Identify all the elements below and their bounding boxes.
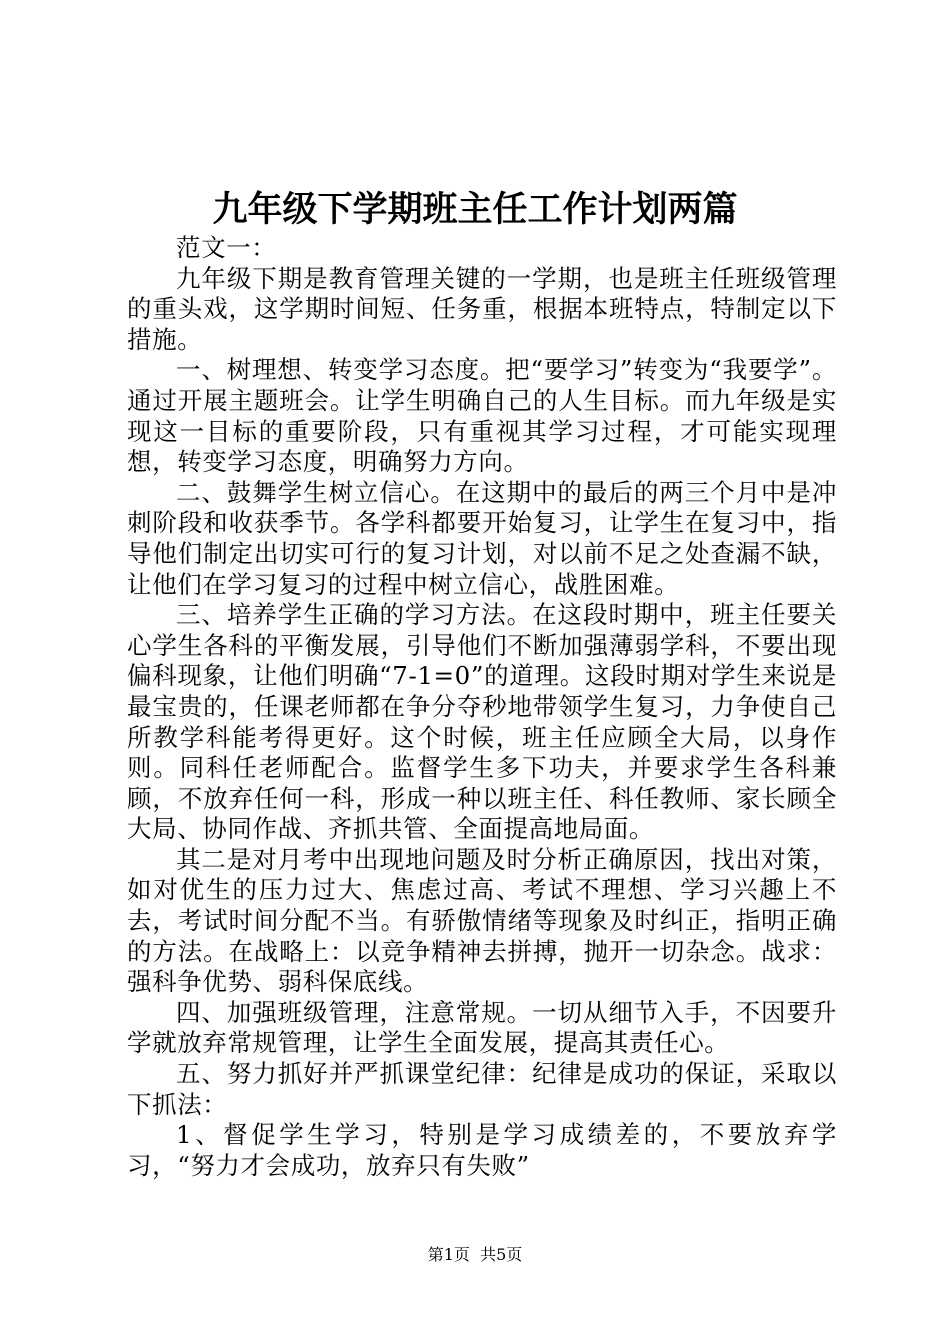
paragraph-section-3: 三、培养学生正确的学习方法。在这段时期中，班主任要关心学生各科的平衡发展，引导他们不断加强薄弱学科，不要出现偏科现象，让他们明确“7-1=0”的道理。这段时期对学生来说是最宝贵的，任课老师都在争分夺秒地带领学生复习，力争使自己所教学科能考得更好。这个时候，班主任应顾全大局，以身作则。同科任老师配合。监督学生多下功夫，并要求学生各科兼顾，不放弃任何一科，形成一种以班主任、科任教师、家长顾全大局、协同作战、齐抓共管、全面提高地局面。: [127, 600, 837, 844]
document-title: 九年级下学期班主任工作计划两篇: [212, 189, 738, 230]
document-body: [127, 233, 837, 1181]
paragraph-intro: 九年级下期是教育管理关键的一学期，也是班主任班级管理的重头戏，这学期时间短、任务重，根据本班特点，特制定以下措施。: [127, 263, 837, 354]
paragraph-section-3b: 其二是对月考中出现地问题及时分析正确原因，找出对策，如对优生的压力过大、焦虑过高、考试不理想、学习兴趣上不去，考试时间分配不当。有骄傲情绪等现象及时纠正，指明正确的方法。在战略上：以竞争精神去拼搏，抛开一切杂念。战求：强科争优势、弱科保底线。: [127, 844, 837, 997]
page-footer: [0, 1245, 950, 1265]
paragraph-section-4: 四、加强班级管理，注意常规。一切从细节入手，不因要升学就放弃常规管理，让学生全面发展，提高其责任心。: [127, 997, 837, 1058]
page-number: 第1页 共5页: [427, 1245, 523, 1264]
paragraph-heading: 范文一：: [176, 233, 277, 262]
paragraph-list-item-1: 1、督促学生学习，特别是学习成绩差的，不要放弃学习，“努力才会成功，放弃只有失败”: [127, 1120, 837, 1180]
paragraph-section-5: 五、努力抓好并严抓课堂纪律：纪律是成功的保证，采取以下抓法：: [127, 1059, 837, 1119]
paragraph-section-2: 二、鼓舞学生树立信心。在这期中的最后的两三个月中是冲刺阶段和收获季节。各学科都要开始复习，让学生在复习中，指导他们制定出切实可行的复习计划，对以前不足之处查漏不缺，让他们在学习复习的过程中树立信心，战胜困难。: [127, 477, 837, 599]
paragraph-section-1: 一、树理想、转变学习态度。把“要学习”转变为“我要学”。通过开展主题班会。让学生明确自己的人生目标。而九年级是实现这一目标的重要阶段，只有重视其学习过程，才可能实现理想，转变学习态度，明确努力方向。: [127, 355, 837, 477]
